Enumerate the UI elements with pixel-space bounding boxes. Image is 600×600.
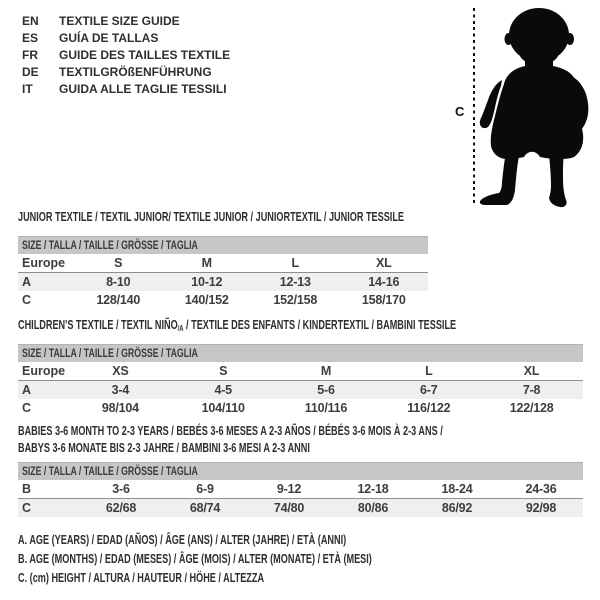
footnote-age-years bbox=[18, 531, 503, 550]
babies-heading-line1: BABIES 3-6 MONTH TO 2-3 YEARS / BEBÉS 3-6 MESES A 2-3 AÑOS / BÉBÉS 3-6 MOIS À 2-3 ANS / bbox=[18, 424, 443, 438]
babies-size-table bbox=[18, 462, 583, 517]
table-row bbox=[18, 480, 583, 499]
table-header-bar bbox=[18, 236, 428, 254]
table-row bbox=[18, 399, 583, 417]
language-row-fr bbox=[22, 47, 230, 64]
footnote-age-months-text: B. AGE (MONTHS) / EDAD (MESES) / ÂGE (MOIS) / ALTER (MONATE) / ETÀ (MESI) bbox=[18, 552, 372, 566]
table-row bbox=[18, 254, 428, 273]
children-heading-part2: / TEXTILE DES ENFANTS / KINDERTEXTIL / BAMBINI TESSILE bbox=[183, 318, 457, 332]
table-header-bar bbox=[18, 462, 583, 480]
value-cell: S bbox=[114, 256, 123, 270]
value-cell: XS bbox=[112, 364, 129, 378]
language-row-de bbox=[22, 64, 230, 81]
section-heading-junior bbox=[18, 209, 547, 226]
table-header-bar bbox=[18, 344, 583, 362]
children-heading-part1: CHILDREN'S TEXTILE / TEXTIL NIÑO bbox=[18, 318, 178, 332]
value-cell: 92/98 bbox=[525, 501, 557, 515]
language-title: GUIDA ALLE TAGLIE TESSILI bbox=[59, 82, 227, 96]
baby-silhouette-shapes bbox=[480, 8, 589, 207]
value-cell: 10-12 bbox=[191, 275, 223, 289]
table-row bbox=[18, 291, 428, 309]
row-label-cell: C bbox=[22, 401, 32, 415]
row-label-cell: A bbox=[22, 383, 32, 397]
footnote-age-years-text: A. AGE (YEARS) / EDAD (AÑOS) / ÂGE (ANS) / ALTER (JAHRE) / ETÀ (ANNI) bbox=[18, 533, 347, 547]
language-title: TEXTILGRÖßENFÜHRUNG bbox=[59, 65, 212, 79]
value-cell: 3-4 bbox=[111, 383, 130, 397]
table-header-label: SIZE / TALLA / TAILLE / GRÖSSE / TAGLIA bbox=[22, 238, 198, 252]
value-cell: 24-36 bbox=[525, 482, 557, 496]
row-label-cell: Europe bbox=[22, 364, 66, 378]
language-code: IT bbox=[22, 82, 33, 96]
value-cell: 18-24 bbox=[441, 482, 473, 496]
value-cell: 12-18 bbox=[357, 482, 389, 496]
value-cell: 62/68 bbox=[105, 501, 137, 515]
value-cell: 86/92 bbox=[441, 501, 473, 515]
value-cell: 5-6 bbox=[317, 383, 335, 397]
footnote-age-months bbox=[18, 550, 503, 569]
value-cell: 152/158 bbox=[273, 293, 318, 307]
value-cell: 110/116 bbox=[304, 401, 348, 415]
value-cell: M bbox=[320, 364, 332, 378]
value-cell: XL bbox=[375, 256, 392, 270]
value-cell: 104/110 bbox=[201, 401, 245, 415]
footnote-height-cm-text: C. (cm) HEIGHT / ALTURA / HAUTEUR / HÖHE / ALTEZZA bbox=[18, 571, 265, 585]
table-header-label: SIZE / TALLA / TAILLE / GRÖSSE / TAGLIA bbox=[22, 346, 198, 360]
table-row bbox=[18, 381, 583, 399]
value-cell: 158/170 bbox=[361, 293, 406, 307]
babies-heading-line2: BABYS 3-6 MONATE BIS 2-3 JAHRE / BAMBINI 3-6 MESI A 2-3 ANNI bbox=[18, 441, 310, 455]
language-row-es bbox=[22, 30, 230, 47]
children-size-table bbox=[18, 344, 583, 417]
language-code: DE bbox=[22, 65, 39, 79]
baby-silhouette-image bbox=[475, 0, 595, 212]
value-cell: L bbox=[425, 364, 433, 378]
value-cell: M bbox=[201, 256, 212, 270]
section-heading-junior-text: JUNIOR TEXTILE / TEXTIL JUNIOR/ TEXTILE JUNIOR / JUNIORTEXTIL / JUNIOR TESSILE bbox=[18, 210, 405, 224]
value-cell: 122/128 bbox=[509, 401, 554, 415]
row-label-cell: B bbox=[22, 482, 32, 496]
language-row-it bbox=[22, 81, 230, 98]
table-row bbox=[18, 499, 583, 517]
value-cell: 9-12 bbox=[276, 482, 302, 496]
section-heading-children bbox=[18, 317, 600, 335]
language-code: FR bbox=[22, 48, 38, 62]
value-cell: 140/152 bbox=[184, 293, 229, 307]
language-code: EN bbox=[22, 14, 39, 28]
value-cell: 98/104 bbox=[101, 401, 139, 415]
value-cell: 14-16 bbox=[368, 275, 400, 289]
language-title: GUIDE DES TAILLES TEXTILE bbox=[59, 48, 231, 62]
height-measure-label: C bbox=[455, 104, 465, 119]
language-row-en bbox=[22, 13, 230, 30]
value-cell: 3-6 bbox=[112, 482, 130, 496]
language-title: GUÍA DE TALLAS bbox=[59, 31, 159, 45]
value-cell: 116/122 bbox=[407, 401, 451, 415]
value-cell: 6-9 bbox=[196, 482, 214, 496]
language-title: TEXTILE SIZE GUIDE bbox=[59, 14, 180, 28]
value-cell: 68/74 bbox=[189, 501, 221, 515]
table-row bbox=[18, 362, 583, 381]
table-row bbox=[18, 273, 428, 291]
children-heading-subscript: /A bbox=[177, 324, 184, 333]
row-label-cell: Europe bbox=[22, 256, 66, 270]
value-cell: S bbox=[219, 364, 228, 378]
value-cell: L bbox=[291, 256, 299, 270]
row-label-cell: C bbox=[22, 501, 32, 515]
value-cell: 7-8 bbox=[522, 383, 541, 397]
value-cell: 6-7 bbox=[420, 383, 438, 397]
value-cell: 4-5 bbox=[214, 383, 232, 397]
value-cell: 12-13 bbox=[279, 275, 311, 289]
section-heading-children-text bbox=[18, 317, 456, 335]
footnote-height-cm bbox=[18, 569, 503, 588]
value-cell: XL bbox=[523, 364, 540, 378]
value-cell: 74/80 bbox=[273, 501, 305, 515]
row-label-cell: A bbox=[22, 275, 32, 289]
value-cell: 8-10 bbox=[106, 275, 131, 289]
section-heading-babies bbox=[18, 423, 600, 457]
language-code: ES bbox=[22, 31, 39, 45]
value-cell: 80/86 bbox=[357, 501, 389, 515]
language-list bbox=[22, 13, 230, 98]
row-label-cell: C bbox=[22, 293, 32, 307]
table-header-label: SIZE / TALLA / TAILLE / GRÖSSE / TAGLIA bbox=[22, 464, 198, 478]
junior-size-table bbox=[18, 236, 428, 309]
footnote-legend bbox=[18, 531, 503, 588]
value-cell: 128/140 bbox=[96, 293, 141, 307]
